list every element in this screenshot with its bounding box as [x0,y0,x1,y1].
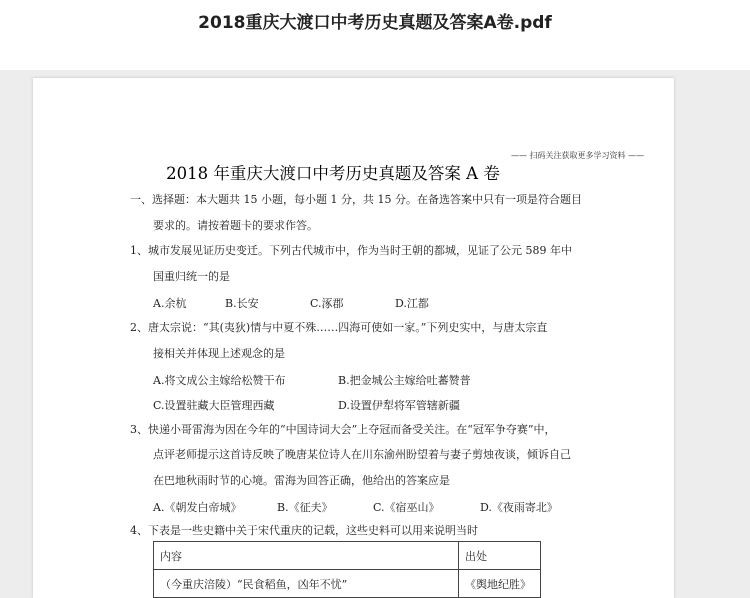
q2-option-b: B.把金城公主嫁给吐蕃赞普 [338,374,471,387]
q3-stem-line-3: 在巴地秋雨时节的心境。雷海为回答正确，他给出的答案应是 [153,474,450,487]
table-row [154,570,541,598]
q2-option-c: C.设置驻藏大臣管理西藏 [153,399,275,412]
q4-stem-line-1: 4、下表是一些史籍中关于宋代重庆的记载，这些史料可以用来说明当时 [130,524,478,537]
table-cell-content: （今重庆涪陵）“民食稻鱼，凶年不忧” [154,570,459,598]
q3-stem-line-1: 3、快递小哥雷海为因在今年的“中国诗词大会”上夺冠而备受关注。在“冠军争夺赛”中， [130,423,556,436]
q1-stem-line-1: 1、城市发展见证历史变迁。下列古代城市中，作为当时王朝的都城，见证了公元 589 年中 [130,244,572,257]
pdf-page [33,78,674,598]
viewer-toolbar [0,0,750,70]
q3-option-c: C.《宿巫山》 [373,501,440,514]
q1-option-a: A.余杭 [153,297,187,310]
q1-stem-line-2: 国重归统一的是 [153,270,230,283]
document-title: 2018 年重庆大渡口中考历史真题及答案 A 卷 [166,164,500,183]
section-heading-line-1: 一、选择题：本大题共 15 小题，每小题 1 分，共 15 分。在备选答案中只有一项是符合题目 [130,193,582,206]
table-header-content: 内容 [154,542,459,570]
table-header-row [154,542,541,570]
q3-option-d: D.《夜雨寄北》 [480,501,558,514]
q2-stem-line-1: 2、唐太宗说：“其(夷狄)情与中夏不殊……四海可使如一家。”下列史实中，与唐太宗直 [130,321,548,334]
q2-option-d: D.设置伊犁将军管辖新疆 [338,399,460,412]
q1-option-b: B.长安 [225,297,259,310]
q3-option-b: B.《征夫》 [277,501,333,514]
watermark-text: —— 扫码关注获取更多学习资料 —— [511,151,645,160]
q2-option-a: A.将文成公主嫁给松赞干布 [153,374,286,387]
q1-option-d: D.江都 [395,297,429,310]
table-header-source: 出处 [459,542,541,570]
file-name-title: 2018重庆大渡口中考历史真题及答案A卷.pdf [198,13,552,33]
table-cell-source: 《舆地纪胜》 [459,570,541,598]
q3-option-a: A.《朝发白帝城》 [153,501,242,514]
q3-stem-line-2: 点评老师提示这首诗反映了晚唐某位诗人在川东渝州盼望着与妻子剪烛夜谈，倾诉自己 [153,448,571,461]
section-heading-line-2: 要求的。请按着题卡的要求作答。 [153,219,318,232]
q1-option-c: C.涿郡 [310,297,344,310]
q2-stem-line-2: 接相关并体现上述观念的是 [153,347,285,360]
sources-table [153,541,541,598]
